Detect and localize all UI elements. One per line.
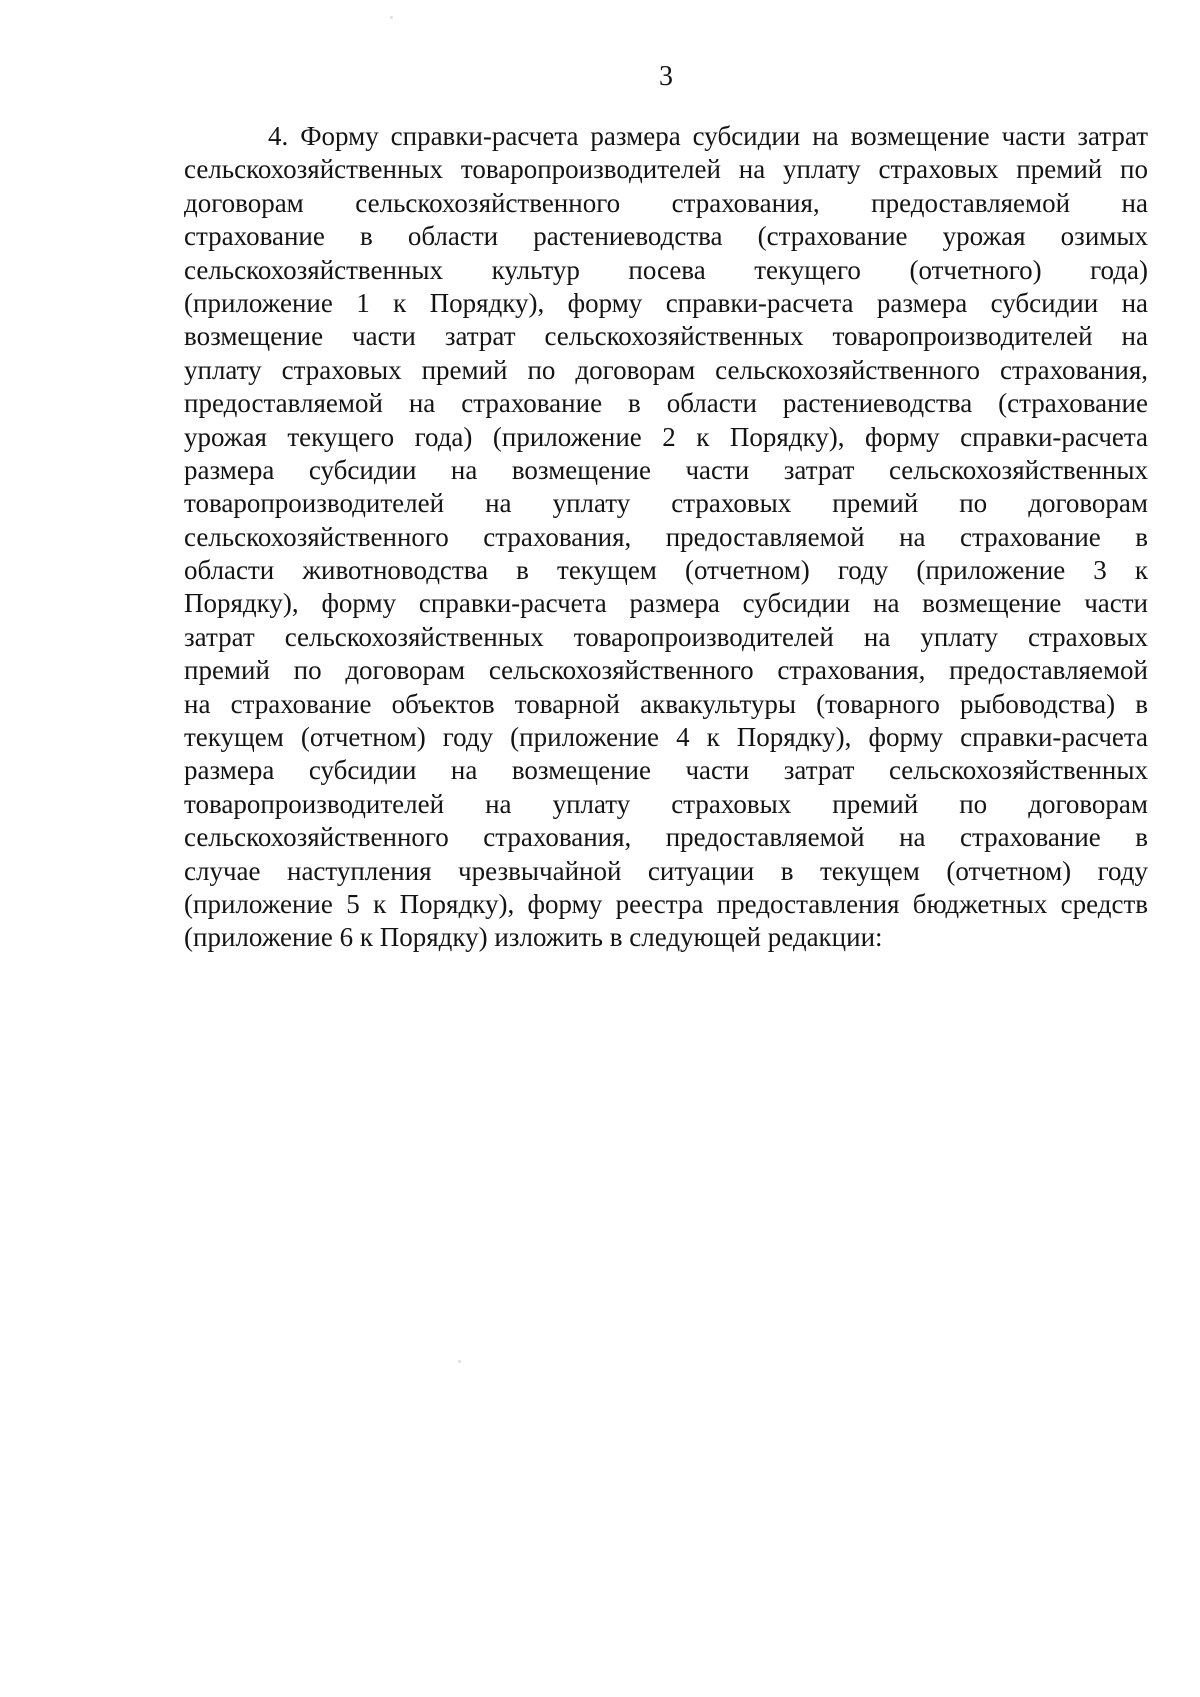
paragraph-line: размера субсидии на возмещение части затрат сельскохозяйственных xyxy=(184,454,1148,485)
paragraph-line: товаропроизводителей на уплату страховых премий по договорам xyxy=(184,488,1148,519)
paragraph-line: премий по договорам сельскохозяйственного страхования, предоставляемой xyxy=(184,655,1148,686)
paragraph-line: сельскохозяйственного страхования, предоставляемой на страхование в xyxy=(184,521,1148,552)
scan-artifact-dot-bottom xyxy=(458,1360,461,1363)
paragraph-line: договорам сельскохозяйственного страхования, предоставляемой на xyxy=(184,187,1148,218)
paragraph-line: сельскохозяйственного страхования, предоставляемой на страхование в xyxy=(184,822,1148,853)
paragraph-line: товаропроизводителей на уплату страховых премий по договорам xyxy=(184,788,1148,819)
paragraph-line: области животноводства в текущем (отчетном) году (приложение 3 к xyxy=(184,555,1148,586)
paragraph-line: уплату страховых премий по договорам сельскохозяйственного страхования, xyxy=(184,354,1148,385)
paragraph-line: предоставляемой на страхование в области растениеводства (страхование xyxy=(184,388,1148,419)
paragraph-line: (приложение 6 к Порядку) изложить в следующей редакции: xyxy=(184,922,883,953)
paragraph-line: на страхование объектов товарной аквакультуры (товарного рыбоводства) в xyxy=(184,688,1148,719)
paragraph-line: страхование в области растениеводства (страхование урожая озимых xyxy=(184,221,1148,252)
paragraph-line: (приложение 1 к Порядку), форму справки-расчета размера субсидии на xyxy=(184,287,1148,318)
paragraph-line: возмещение части затрат сельскохозяйственных товаропроизводителей на xyxy=(184,321,1148,352)
body-paragraph xyxy=(184,120,1148,955)
paragraph-line: урожая текущего года) (приложение 2 к Порядку), форму справки-расчета xyxy=(184,421,1148,452)
paragraph-line: Порядку), форму справки-расчета размера субсидии на возмещение части xyxy=(184,588,1148,619)
paragraph-line: текущем (отчетном) году (приложение 4 к Порядку), форму справки-расчета xyxy=(184,722,1148,753)
paragraph-line: размера субсидии на возмещение части затрат сельскохозяйственных xyxy=(184,755,1148,786)
paragraph-line: затрат сельскохозяйственных товаропроизводителей на уплату страховых xyxy=(184,621,1148,652)
scan-artifact-dot-top xyxy=(390,16,393,19)
page-number: 3 xyxy=(659,61,673,92)
paragraph-line: (приложение 5 к Порядку), форму реестра предоставления бюджетных средств xyxy=(184,888,1148,919)
paragraph-line: случае наступления чрезвычайной ситуации в текущем (отчетном) году xyxy=(184,855,1148,886)
paragraph-line: сельскохозяйственных товаропроизводителей на уплату страховых премий по xyxy=(184,154,1148,185)
paragraph-line: 4. Форму справки-расчета размера субсидии на возмещение части затрат xyxy=(268,121,1148,151)
paragraph-line: сельскохозяйственных культур посева текущего (отчетного) года) xyxy=(184,254,1148,285)
